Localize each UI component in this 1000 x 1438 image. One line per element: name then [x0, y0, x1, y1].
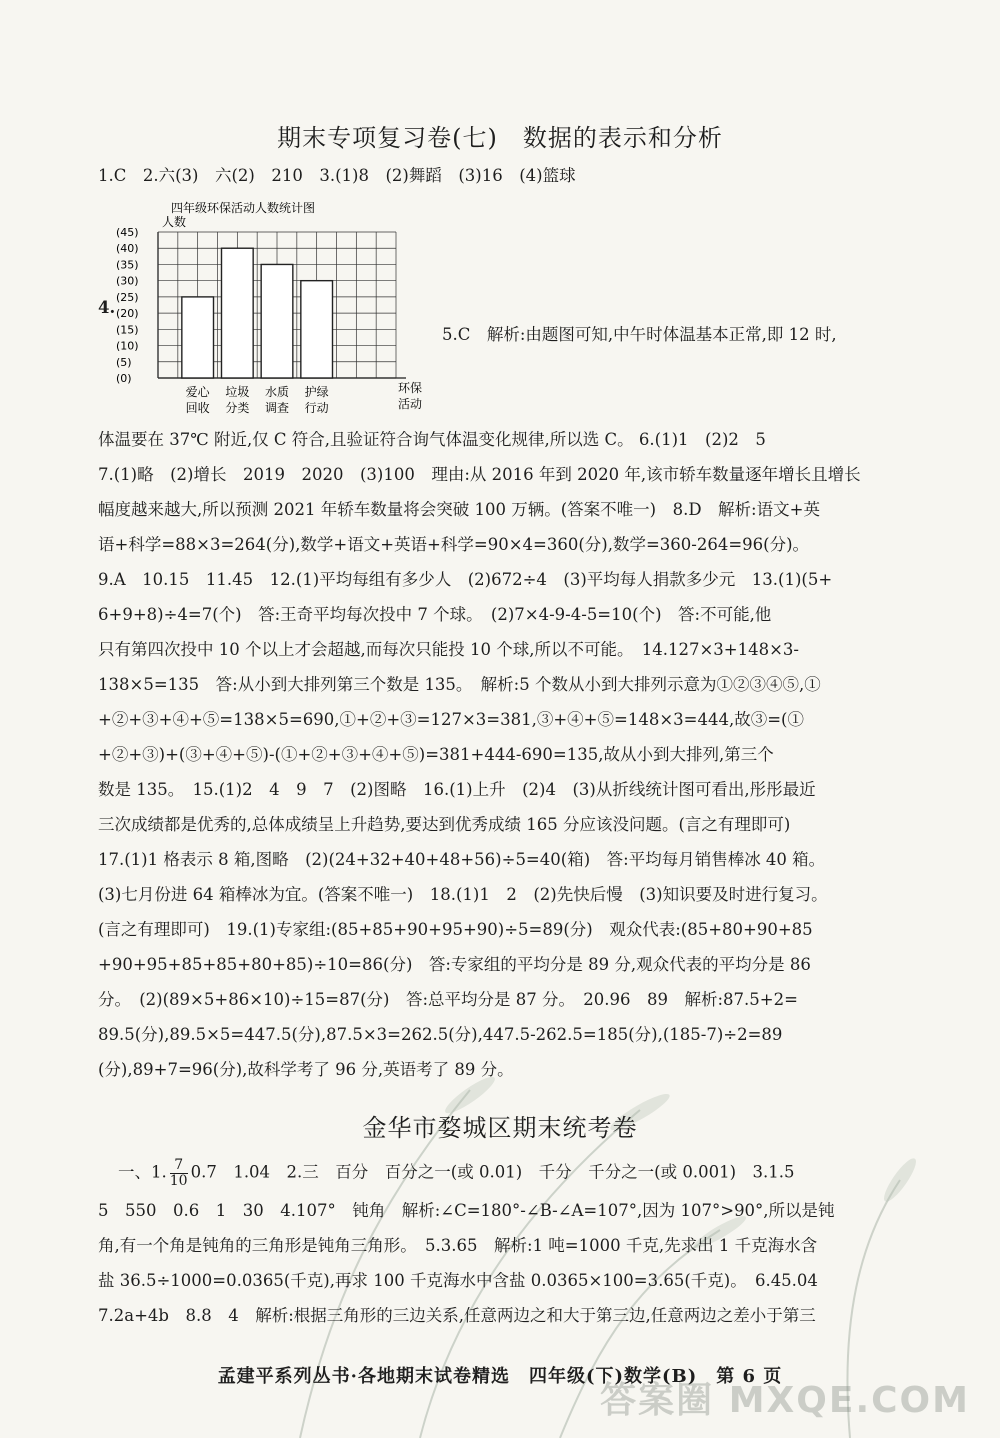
y-tick-label: (30) [116, 274, 139, 288]
answer-line: 只有第四次投中 10 个以上才会超越,而每次只能投 10 个球,所以不可能。 14.127×3+148×3- [98, 640, 799, 659]
bar [182, 297, 214, 378]
question-4-label: 4. [98, 298, 116, 317]
y-tick-label: (40) [116, 242, 139, 256]
x-tick-label: 调查 [264, 401, 290, 415]
bar [301, 281, 333, 378]
y-tick-label: (35) [116, 258, 139, 272]
x-tick-label: 水质 [264, 385, 290, 399]
answer-line: +②+③+④+⑤=138×5=690,①+②+③=127×3=381,③+④+⑤=148×3=444,故③=(① [98, 710, 804, 729]
x-tick-label: 护绿 [304, 385, 329, 399]
answer-line: 盐 36.5÷1000=0.0365(千克),再求 100 千克海水中含盐 0.0365×100=3.65(千克)。 6.45.04 [98, 1271, 818, 1290]
y-tick-label: (0) [116, 372, 132, 385]
answer-line: 9.A 10.15 11.45 12.(1)平均每组有多少人 (2)672÷4 (3)平均每人捐款多少元 13.(1)(5+ [98, 570, 833, 589]
y-tick-label: (15) [116, 323, 139, 337]
answer-line: (言之有理即可) 19.(1)专家组:(85+85+90+95+90)÷5=89(分) 观众代表:(85+80+90+85 [98, 920, 813, 939]
answer-line: +90+95+85+85+80+85)÷10=86(分) 答:专家组的平均分是 89 分,观众代表的平均分是 86 [98, 955, 811, 974]
answer-line: 语+科学=88×3=264(分),数学+语文+英语+科学=90×4=360(分),数学=360-264=96(分)。 [98, 535, 810, 554]
page-footer: 孟建平系列丛书·各地期末试卷精选 四年级(下)数学(B) 第 6 页 [217, 1366, 783, 1387]
answer-line: 89.5(分),89.5×5=447.5(分),87.5×3=262.5(分),447.5-262.5=185(分),(185-7)÷2=89 [98, 1025, 783, 1044]
section-title-review: 期末专项复习卷(七) 数据的表示和分析 [277, 124, 723, 152]
x-tick-label: 垃圾 [225, 385, 250, 399]
y-tick-label: (10) [116, 339, 139, 353]
answer-line: (分),89+7=96(分),故科学考了 96 分,英语考了 89 分。 [98, 1060, 514, 1079]
x-tick-label: 行动 [304, 401, 329, 415]
answer-line-with-fraction [118, 1158, 795, 1188]
answer-rest: 0.7 1.04 2.三 百分 百分之一(或 0.01) 千分 千分之一(或 0.001) 3.1.5 [190, 1162, 795, 1182]
bar [261, 264, 293, 378]
answer-line: 17.(1)1 格表示 8 箱,图略 (2)(24+32+40+48+56)÷5=40(箱) 答:平均每月销售棒冰 40 箱。 [98, 850, 826, 869]
fraction-numerator: 7 [170, 1158, 188, 1174]
answer-line: 分。 (2)(89×5+86×10)÷15=87(分) 答:总平均分是 87 分。 20.96 89 解析:87.5+2= [98, 990, 798, 1009]
x-tick-label: 回收 [185, 401, 210, 415]
answer-line: 角,有一个角是钝角的三角形是钝角三角形。 5.3.65 解析:1 吨=1000 千克,先求出 1 千克海水含 [98, 1236, 818, 1255]
answer-line: (3)七月份进 64 箱棒冰为宜。(答案不唯一) 18.(1)1 2 (2)先快后慢 (3)知识要及时进行复习。 [98, 885, 828, 904]
answer-line: 138×5=135 答:从小到大排列第三个数是 135。 解析:5 个数从小到大排列示意为①②③④⑤,① [98, 675, 821, 694]
answer-line: 7.2a+4b 8.8 4 解析:根据三角形的三边关系,任意两边之和大于第三边,任意两边之差小于第三 [98, 1306, 816, 1325]
chart-xtitle [398, 381, 422, 411]
y-tick-label: (5) [116, 355, 132, 369]
x-tick-label: 分类 [225, 401, 250, 415]
y-tick-label: (45) [116, 226, 139, 239]
answer-line: 数是 135。 15.(1)2 4 9 7 (2)图略 16.(1)上升 (2)4 (3)从折线统计图可看出,彤彤最近 [98, 780, 816, 799]
y-tick-label: (25) [116, 290, 139, 304]
answer-line: 幅度越来越大,所以预测 2021 年轿车数量将会突破 100 万辆。(答案不唯一) 8.D 解析:语文+英 [98, 500, 820, 519]
chart-xlabels [186, 384, 329, 415]
answer-line: 7.(1)略 (2)增长 2019 2020 (3)100 理由:从 2016 年到 2020 年,该市轿车数量逐年增长且增长 [98, 465, 861, 484]
fraction [170, 1158, 188, 1188]
bar-chart [96, 196, 436, 416]
answer-line: 1.C 2.六(3) 六(2) 210 3.(1)8 (2)舞蹈 (3)16 (4)篮球 [98, 166, 576, 185]
x-axis-title: 活动 [397, 397, 423, 411]
answer-prefix: 一、1. [118, 1162, 167, 1182]
answer-line: +②+③)+(③+④+⑤)-(①+②+③+④+⑤)=381+444-690=135,故从小到大排列,第三个 [98, 745, 774, 764]
x-tick-label: 爱心 [185, 385, 210, 399]
watermark-logo: 答案圈 MXQE.COM [600, 1380, 970, 1421]
chart-title: 四年级环保活动人数统计图 [171, 201, 316, 215]
answer-line: 体温要在 37℃ 附近,仅 C 符合,且验证符合询气体温变化规律,所以选 C。 6.(1)1 (2)2 5 [98, 430, 766, 449]
chart-ylabel: 人数 [162, 215, 187, 229]
fraction-denominator: 10 [169, 1172, 188, 1189]
section-title-exam: 金华市婺城区期末统考卷 [362, 1114, 638, 1142]
chart-yticks [116, 226, 139, 385]
answer-line: 5 550 0.6 1 30 4.107° 钝角 解析:∠C=180°-∠B-∠A=107°,因为 107°>90°,所以是钝 [98, 1201, 835, 1220]
x-axis-title: 环保 [397, 381, 423, 395]
bar [222, 248, 254, 378]
answer-line: 6+9+8)÷4=7(个) 答:王奇平均每次投中 7 个球。 (2)7×4-9-4-5=10(个) 答:不可能,他 [98, 605, 772, 624]
answer-line: 5.C 解析:由题图可知,中午时体温基本正常,即 12 时, [442, 325, 837, 344]
y-tick-label: (20) [116, 307, 139, 321]
answer-line: 三次成绩都是优秀的,总体成绩呈上升趋势,要达到优秀成绩 165 分应该没问题。(言之有理即可) [98, 815, 791, 834]
